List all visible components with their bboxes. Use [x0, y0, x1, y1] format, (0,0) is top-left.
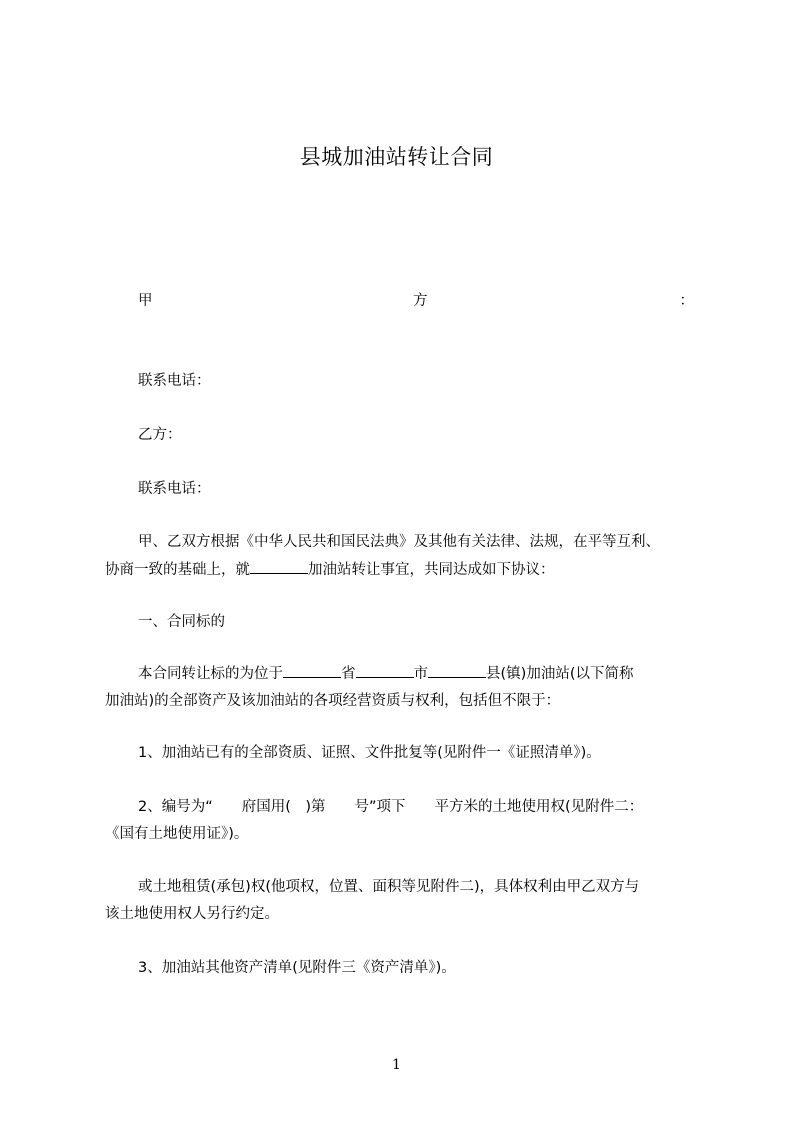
blank-field-city — [356, 663, 414, 678]
lease-line-2: 该土地使用权人另行约定。 — [105, 906, 279, 922]
blank-field-province — [283, 663, 341, 678]
party-a-label-colon: ： — [679, 293, 694, 309]
subject-text-a: 本合同转让标的为位于 — [138, 666, 283, 682]
page-title: 县城加油站转让合同 — [299, 145, 494, 169]
item-1: 1、加油站已有的全部资质、证照、文件批复等(见附件一《证照清单》)。 — [138, 745, 601, 761]
page-number: 1 — [392, 1057, 401, 1073]
intro-line-2-after: 加油站转让事宜，共同达成如下协议： — [308, 562, 555, 578]
item-3: 3、加油站其他资产清单(见附件三《资产清单》)。 — [138, 960, 456, 976]
party-a-label-part1: 甲 — [138, 293, 153, 309]
subject-line-2: 加油站)的全部资产及该加油站的各项经营资质与权利，包括但不限于： — [105, 693, 561, 709]
intro-line-1: 甲、乙双方根据《中华人民共和国民法典》及其他有关法律、法规，在平等互利、 — [138, 534, 660, 550]
intro-line-2-before: 协商一致的基础上，就 — [105, 562, 250, 578]
party-a-label-part2: 方 — [413, 293, 428, 309]
section-1-heading: 一、合同标的 — [138, 614, 225, 630]
blank-field-county — [428, 663, 486, 678]
party-a-line — [138, 290, 694, 312]
subject-line-1 — [138, 663, 633, 685]
party-b-label: 乙方： — [138, 427, 182, 443]
subject-text-b: 省 — [341, 666, 356, 682]
contact-a-label: 联系电话： — [138, 373, 211, 389]
item-2-line-1: 2、编号为“ 府国用( )第 号”项下 平方米的土地使用权(见附件二： — [138, 799, 644, 815]
subject-text-d: 县(镇)加油站(以下简称 — [486, 666, 634, 682]
blank-field — [250, 559, 308, 574]
contact-b-label: 联系电话： — [138, 481, 211, 497]
subject-text-c: 市 — [413, 666, 428, 682]
lease-line-1: 或土地租赁(承包)权(他项权，位置、面积等见附件二)，具体权利由甲乙双方与 — [138, 879, 640, 895]
intro-line-2 — [105, 559, 555, 581]
item-2-line-2: 《国有土地使用证》)。 — [105, 826, 249, 842]
